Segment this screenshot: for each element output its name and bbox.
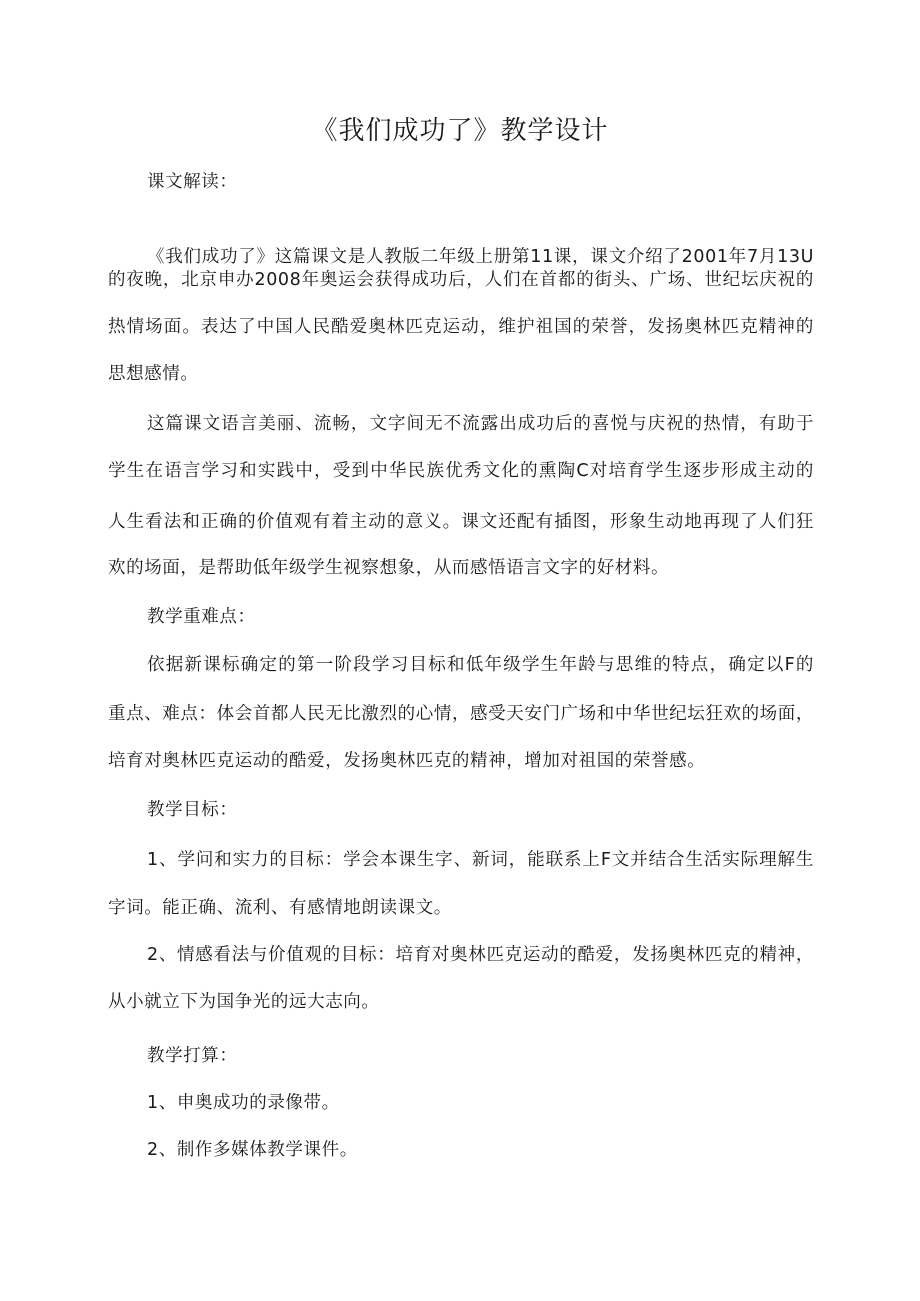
reading-p2-line4: 欢的场面，是帮助低年级学生视察想象，从而感悟语言文字的好材料。 xyxy=(108,558,670,578)
reading-p2-line3: 人生看法和正确的价值观有着主动的意义。课文还配有插图，形象生动地再现了人们狂 xyxy=(108,512,814,532)
goal1-line2: 字词。能正确、流利、有感情地朗读课文。 xyxy=(108,898,452,918)
key-heading: 教学重难点： xyxy=(147,607,256,627)
prep-item-2: 2、制作多媒体教学课件。 xyxy=(147,1140,358,1160)
reading-p1-line4: 思想感情。 xyxy=(108,364,199,384)
goals-heading: 教学目标： xyxy=(147,800,238,820)
prep-heading: 教学打算： xyxy=(147,1046,238,1066)
reading-heading: 课文解读： xyxy=(147,172,238,192)
reading-p2-line1: 这篇课文语言美丽、流畅，文字间无不流露出成功后的喜悦与庆祝的热情，有助于 xyxy=(147,414,814,434)
document-title: 《我们成功了》教学设计 xyxy=(311,116,609,146)
goal2-line1: 2、情感看法与价值观的目标：培育对奥林匹克运动的酷爱，发扬奥林匹克的精神， xyxy=(147,945,814,965)
key-p-line3: 培育对奥林匹克运动的酷爱，发扬奥林匹克的精神，增加对祖国的荣誉感。 xyxy=(108,751,706,771)
key-p-line1: 依据新课标确定的第一阶段学习目标和低年级学生年龄与思维的特点，确定以F的 xyxy=(147,655,814,675)
goal2-line2: 从小就立下为国争光的远大志向。 xyxy=(108,992,380,1012)
reading-p1-line3: 热情场面。表达了中国人民酷爱奥林匹克运动，维护祖国的荣誉，发扬奥林匹克精神的 xyxy=(108,317,814,337)
reading-p1-line2: 的夜晚，北京申办2008年奥运会获得成功后，人们在首都的街头、广场、世纪坛庆祝的 xyxy=(108,270,814,290)
key-p-line2: 重点、难点：体会首都人民无比激烈的心情，感受天安门广场和中华世纪坛狂欢的场面， xyxy=(108,704,814,724)
reading-p2-line2: 学生在语言学习和实践中，受到中华民族优秀文化的熏陶C对培育学生逐步形成主动的 xyxy=(108,461,814,481)
goal1-line1: 1、学问和实力的目标：学会本课生字、新词，能联系上F文并结合生活实际理解生 xyxy=(147,850,814,870)
prep-item-1: 1、申奥成功的录像带。 xyxy=(147,1093,340,1113)
reading-p1-line1: 《我们成功了》这篇课文是人教版二年级上册第11课，课文介绍了2001年7月13U xyxy=(147,247,814,267)
